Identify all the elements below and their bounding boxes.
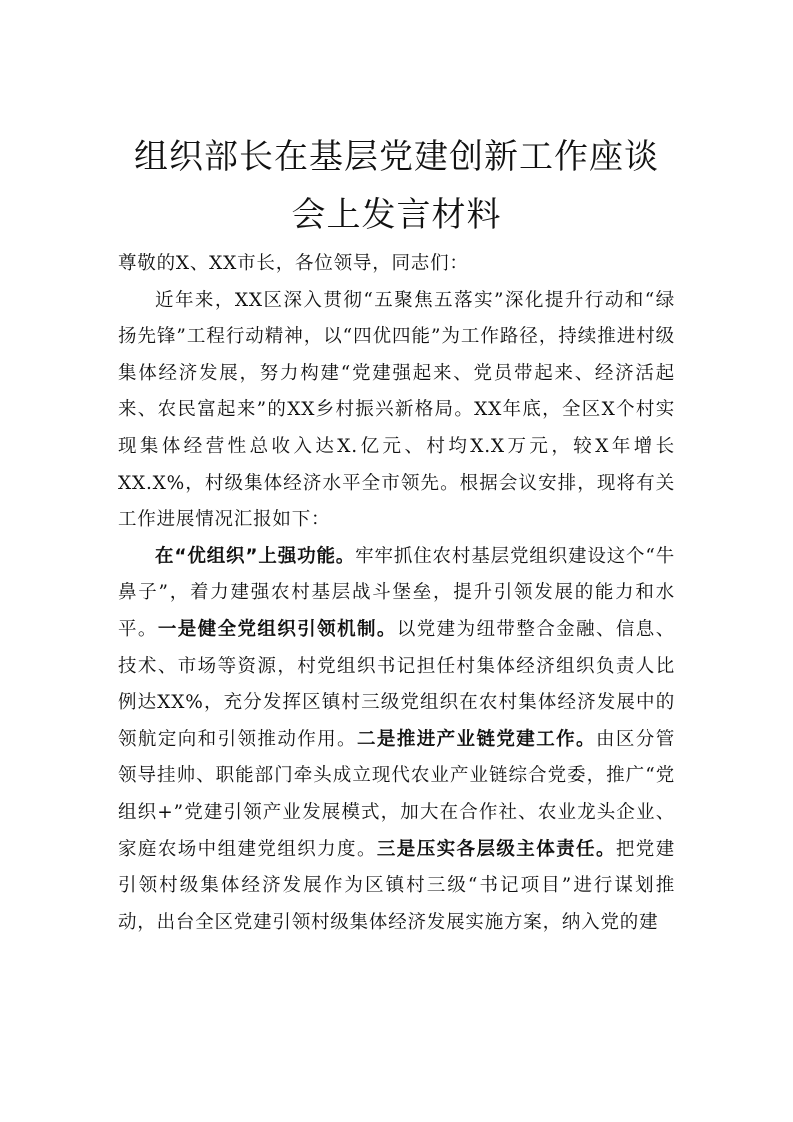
section-text: 牢牢抓住农村基层党组织建设这个“牛鼻子”，着力建强农村基层战斗堡垒，提升引领发展的能力和水平。 <box>118 545 675 640</box>
document-title: 组织部长在基层党建创新工作座谈会上发言材料 <box>134 137 659 235</box>
point-three-title: 三是压实各层级主体责任。 <box>376 838 616 860</box>
point-three-text: 把党建引领村级集体经济发展作为区镇村三级“书记项目”进行谋划推动，出台全区党建引领村级集体经济发展实施方案，纳入党的建 <box>118 838 676 933</box>
point-two-title: 二是推进产业链党建工作。 <box>356 728 596 750</box>
point-two-text: 由区分管领导挂帅、职能部门牵头成立现代农业产业链综合党委，推广“党组织+”党建引领产业发展模式，加大在合作社、农业龙头企业、家庭农场中组建党组织力度。 <box>118 728 676 860</box>
salutation: 尊敬的X、XX市长，各位领导，同志们： <box>118 253 469 274</box>
paragraph-intro: 近年来，XX区深入贯彻“五聚焦五落实”深化提升行动和“绿扬先锋”工程行动精神，以“四优四能”为工作路径，持续推进村级集体经济发展，努力构建“党建强起来、党员带起来、经济活起来、农民富起来”的XX乡村振兴新格局。XX年底，全区X个村实现集体经营性总收入达X.亿元、村均X.X万元，较X年增长XX.X%，村级集体经济水平全市领先。根据会议安排，现将有关工作进展情况汇报如下： <box>118 289 675 531</box>
document-body <box>118 246 675 941</box>
paragraph-organization <box>118 539 675 942</box>
point-one-title: 一是健全党组织引领机制。 <box>157 618 397 640</box>
point-one-text: 以党建为纽带整合金融、信息、技术、市场等资源，村党组织书记担任村集体经济组织负责人比例达XX%，充分发挥区镇村三级党组织在农村集体经济发展中的领航定向和引领推动作用。 <box>118 618 676 750</box>
section-heading: 在“优组织”上强功能。 <box>155 545 356 567</box>
